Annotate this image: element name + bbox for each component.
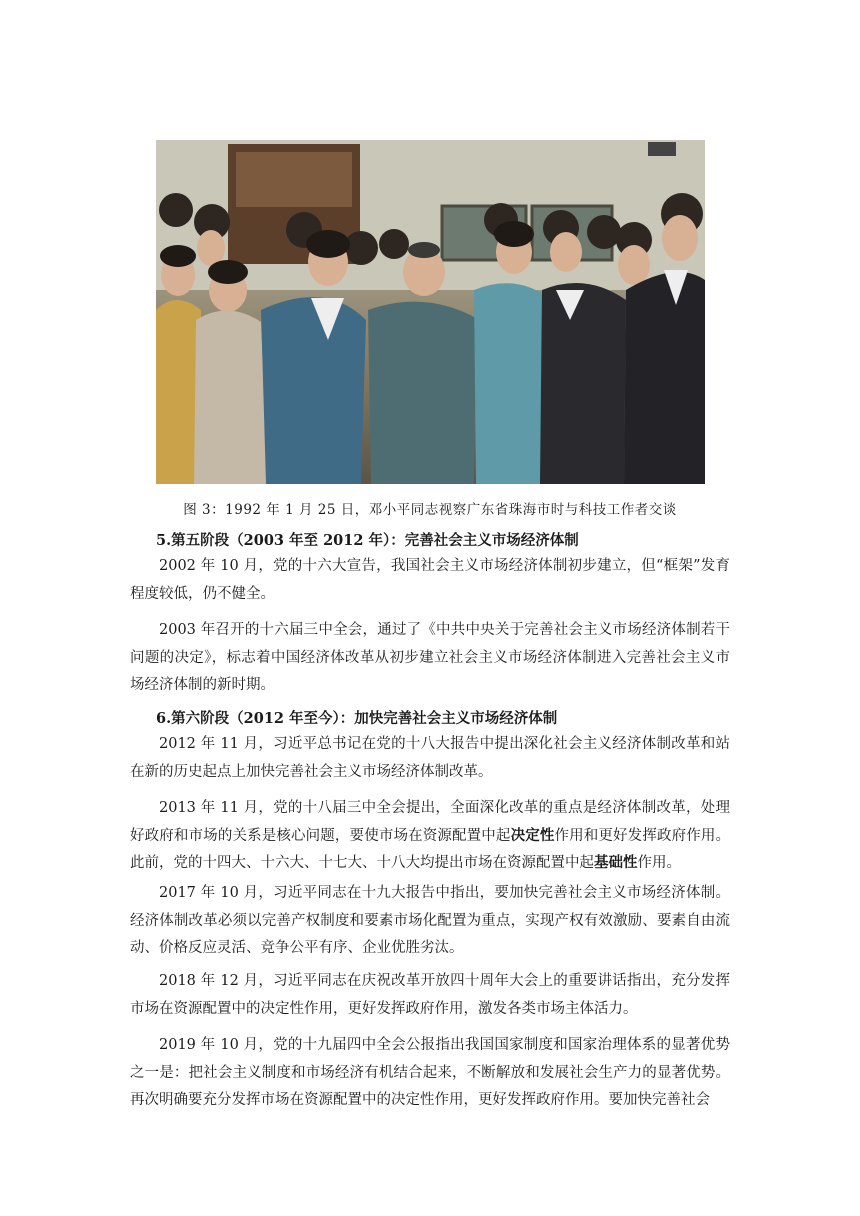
historical-photo — [156, 140, 705, 484]
paragraph-2013-text-c: 作用和更好发挥政府作用。此前，党的十四大、十六大、十七大、十八大均提出市场在资源配置中起 — [130, 827, 731, 871]
figure-caption: 图 3：1992 年 1 月 25 日，邓小平同志视察广东省珠海市时与科技工作者交谈 — [183, 502, 677, 518]
paragraph-2002: 2002 年 10 月，党的十六大宣告，我国社会主义市场经济体制初步建立，但“框架”发育程度较低，仍不健全。 — [130, 558, 730, 602]
paragraph-2012: 2012 年 11 月，习近平总书记在党的十八大报告中提出深化社会主义经济体制改革和站在新的历史起点上加快完善社会主义市场经济体制改革。 — [130, 736, 730, 780]
emphasis-decisive: 决定性 — [510, 827, 555, 844]
paragraph-2013 — [130, 795, 730, 878]
paragraph-2018: 2018 年 12 月，习近平同志在庆祝改革开放四十周年大会上的重要讲话指出，充分发挥市场在资源配置中的决定性作用，更好发挥政府作用，激发各类市场主体活力。 — [130, 973, 730, 1017]
paragraph-2017: 2017 年 10 月，习近平同志在十九大报告中指出，要加快完善社会主义市场经济体制。经济体制改革必须以完善产权制度和要素市场化配置为重点，实现产权有效激励、要素自由流动、价格反应灵活、竞争公平有序、企业优胜劣汰。 — [130, 885, 730, 956]
paragraph-2003: 2003 年召开的十六届三中全会，通过了《中共中央关于完善社会主义市场经济体制若干问题的决定》，标志着中国经济体改革从初步建立社会主义市场经济体制进入完善社会主义市场经济体制的新时期。 — [130, 622, 730, 693]
paragraph-2013-text-a: 2013 年 11 月，党的十八届三中全会提出，全面深化改革的重点是经济体制改革，处理好政府和市场的关系是核心问题，要使市场在资源配置中起 — [130, 800, 730, 844]
photo-illustration — [156, 140, 705, 484]
section-heading-5: 5.第五阶段（2003 年至 2012 年）：完善社会主义市场经济体制 — [156, 532, 579, 549]
paragraph-2013-text-e: 作用。 — [637, 855, 681, 871]
section-heading-6: 6.第六阶段（2012 年至今）：加快完善社会主义市场经济体制 — [156, 710, 558, 727]
paragraph-2019: 2019 年 10 月，党的十九届四中全会公报指出我国国家制度和国家治理体系的显著优势之一是：把社会主义制度和市场经济有机结合起来，不断解放和发展社会生产力的显著优势。再次明确要充分发挥市场在资源配置中的决定性作用，更好发挥政府作用。要加快完善社会 — [130, 1037, 730, 1108]
emphasis-fundamental: 基础性 — [594, 855, 638, 871]
